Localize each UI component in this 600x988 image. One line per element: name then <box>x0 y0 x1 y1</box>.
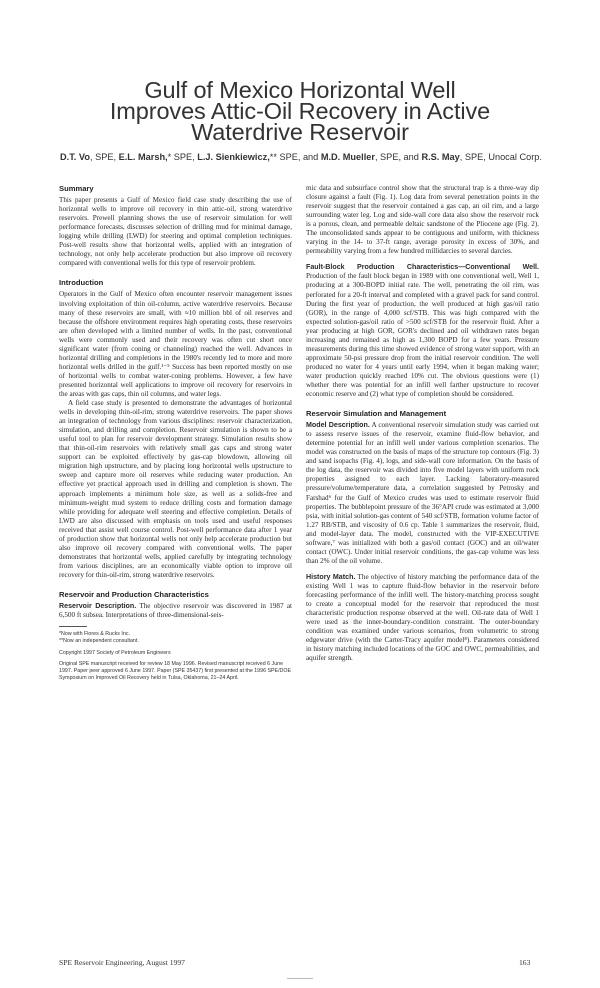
paper-title <box>60 77 540 145</box>
author-1: D.T. Vo <box>60 152 90 162</box>
footnote-2: **Now an independent consultant. <box>59 638 139 645</box>
reservoir-description-runin: Reservoir Description. <box>59 602 137 611</box>
introduction-paragraph-2: A field case study is presented to demonstrate the advantages of horizontal wells in developing thin-oil-rim, strong waterdrive reservoirs. The paper shows an integration of technology from various disciplines: reservoir characterization, simulation, and drilling and completion. Reservoir simulation is shown to be a useful tool to plan for reservoir development strategy. Simulation results show that thin-oil-rim reservoirs with relatively small gas caps and strong water support can be exploited effectively by gas-cap blowdown, allowing oil migration high upstructure, and by placing long horizontal wells upstructure to sweep and capture more oil reserves while reducing water production. An effective yet practical approach used in drilling and completion is shown. The approach implements a minimum hole size, as well as a solids-free and minimum-weight mud system to reduce drilling costs and formation damage while providing for adequate well steering and effective completion. Details of LWD are also discussed with emphasis on tools used and useful responses received that assist well course control. Post-well performance data after 1 year of production show that horizontal wells not only help accelerate production but also improve oil recovery compared with conventional wells. The paper demonstrates that horizontal wells, applied carefully by integrating technology from various disciplines, are an economically viable option to improve oil recovery for thin-oil-rim, strong waterdrive reservoirs. <box>59 399 292 579</box>
title-line-2: Improves Attic-Oil Recovery in Active <box>109 98 491 124</box>
reservoir-description-paragraph <box>59 602 292 620</box>
right-column <box>306 184 539 663</box>
reservoir-description-text: The objective reservoir was discovered in 1987 at 6,500 ft subsea. Interpretations of three-dimensional-seis- <box>59 602 292 620</box>
author-2: E.L. Marsh, <box>118 152 168 162</box>
bottom-rule <box>287 978 313 979</box>
model-description-runin: Model Description. <box>306 421 370 430</box>
summary-paragraph: This paper presents a Gulf of Mexico field case study describing the use of horizontal wells to improve oil recovery in thin attic-oil, strong waterdrive reservoirs. Prewell planning shows the use of reservoir simulation for well performance forecasts, discusses selection of drilling mud for minimal damage, logging while drilling (LWD) for steering and optimal completion techniques. Post-well results show that horizontal wells, applied with an integration of technology, not only help accelerate production but also improve oil recovery compared with conventional wells for this type of reservoir problem. <box>59 196 292 268</box>
author-3-affiliation: ** SPE, and <box>269 152 321 162</box>
footnote-1: *Now with Flores & Rucks Inc. <box>59 631 130 638</box>
author-line <box>56 152 546 162</box>
title-line-1: Gulf of Mexico Horizontal Well <box>144 77 456 103</box>
manuscript-note: Original SPE manuscript received for review 18 May 1996. Revised manuscript received 6 June 1997. Paper peer approved 6 June 1997. Paper (SPE 35437) first presented at the 1996 SPE/DOE Symposium on Improved Oil Recovery held in Tulsa, Oklahoma, 21–24 April. <box>59 660 292 682</box>
author-3: L.J. Sienkiewicz, <box>197 152 270 162</box>
introduction-paragraph-1: Operators in the Gulf of Mexico often encounter reservoir management issues involving exploitation of thin oil-column, active waterdrive reservoirs. Because many of these reservoirs are small, with ≈10 million bbl of oil reserves and because the offshore environment requires high operating costs, these reservoirs are often developed with a limited number of wells. In the past, conventional wells were commonly used and their recovery was often cut short once significant water (from coning or channeling) reached the well. Advances in horizontal drilling and completions in the 1980's recently led to more and more horizontal wells drilled in the gulf.¹⁻⁵ Success has been reported mostly on use of horizontal wells to combat water-coning problems. However, a few have presented horizontal well applications to improve oil recovery for reservoirs in the areas with gas caps, thin oil columns, and water legs. <box>59 290 292 398</box>
left-column <box>59 184 292 682</box>
model-description-text: A conventional reservoir simulation study was carried out to assess reserve issues of the reservoir, examine fluid-flow behavior, and determine potential for an infill well under various completion scenarios. The model was constructed on the basis of maps of the structure top contours (Fig. 3) and sand isopachs (Fig. 4), logs, and side-wall core information. On the basis of the log data, the reservoir was divided into five model layers with uniform rock properties assigned to each layer. Lacking laboratory-measured pressure/volume/temperature data, a correlation suggested by Petrosky and Farshad⁶ for the Gulf of Mexico crudes was used to estimate reservoir fluid properties. The bubblepoint pressure of the 36°API crude was estimated at 3,000 psia, with initial solution-gas content of 540 scf/STB, formation volume factor of 1.27 RB/STB, and viscosity of 0.6 cp. Table 1 summarizes the reservoir, fluid, and model-layer data. The model, constructed with the VIP-EXECUTIVE software,⁷ was initialized with both a gas/oil contact (GOC) and an oil/water contact (OWC). Under initial reservoir conditions, the gas-cap volume was less than 2% of the oil volume. <box>306 421 539 565</box>
simulation-management-heading: Reservoir Simulation and Management <box>306 409 447 419</box>
author-4: M.D. Mueller <box>320 152 375 162</box>
history-match-paragraph <box>306 573 539 663</box>
copyright-notice: Copyright 1997 Society of Petroleum Engineers <box>59 649 171 656</box>
author-1-affiliation: , SPE, <box>89 152 119 162</box>
reservoir-description-continued: mic data and subsurface control show that the structural trap is a three-way dip closure against a fault (Fig. 1). Log data from several penetration points in the reservoir suggest that the reservoir contained a gas cap, an oil rim, and a large surrounding water leg. Log and side-wall core data also show the reservoir rock is a porous, clean, and permeable deltaic sandstone of the Pliocene age (Fig. 2). The unconsolidated sands appear to be contiguous and uniform, with thickness varying in the 14- to 37-ft range, average porosity in excess of 30%, and permeability varying from a few hundred millidarcies to several darcies. <box>306 184 539 256</box>
history-match-text: The objective of history matching the performance data of the existing Well 1 was to capture fluid-flow behavior in the reservoir before forecasting performance of the infill well. The history-matching process sought to create a conceptual model for the reservoir that reproduced the most characteristic production response observed at the well. Oil-rate data of Well 1 were used as the inner-boundary-condition constraint. The outer-boundary condition was examined under various scenarios, from volumetric to strong edgewater drive (with the Carter-Tracy aquifer model⁸). Parameters considered in history matching included locations of the GOC and OWC, permeabilities, and aquifer strength. <box>306 572 540 663</box>
reservoir-production-heading: Reservoir and Production Characteristics <box>59 589 209 599</box>
journal-footer: SPE Reservoir Engineering, August 1997 <box>59 958 185 967</box>
footnotes <box>59 631 292 682</box>
author-5-affiliation: , SPE, Unocal Corp. <box>459 152 542 162</box>
summary-heading: Summary <box>59 184 94 193</box>
introduction-heading: Introduction <box>59 278 104 288</box>
fault-block-runin: Fault-Block Production Characteristics—Conventional Well. <box>306 263 539 272</box>
fault-block-text: Production of the fault block began in 1989 with one conventional well, Well 1, producing at a 300-BOPD initial rate. The well, penetrating the oil rim, was perforated for a 20-ft interval and completed with a gravel pack for sand control. During the first year of production, the well produced at high gas/oil ratio (GOR), in the range of 4,000 scf/STB. This was high compared with the expected solution-gas/oil ratio of >500 scf/STB for the reservoir fluid. After a year producing at high GOR, GOR's declined and oil withdrawn rates began increasing and remained as high as 1,300 BOPD for a few years. Pressure measurements during this time showed evidence of strong water support, with an approximate 50-psi pressure drop from the initial reservoir condition. The well produced no water for 4 years until early 1994, when it began making water; water production quickly reached 10% cut. The obvious questions were (1) whether there was potential for an infill well farther upstructure to recover economic reserve and (2) what type of completion should be considered. <box>306 272 539 399</box>
footnote-rule <box>59 626 87 627</box>
fault-block-paragraph <box>306 263 539 399</box>
author-4-affiliation: , SPE, and <box>374 152 422 162</box>
history-match-runin: History Match. <box>306 572 356 581</box>
author-5: R.S. May <box>421 152 460 162</box>
title-line-3: Waterdrive Reservoir <box>191 119 409 145</box>
page-number: 163 <box>519 958 531 967</box>
model-description-paragraph <box>306 421 539 566</box>
author-2-affiliation: * SPE, <box>167 152 198 162</box>
